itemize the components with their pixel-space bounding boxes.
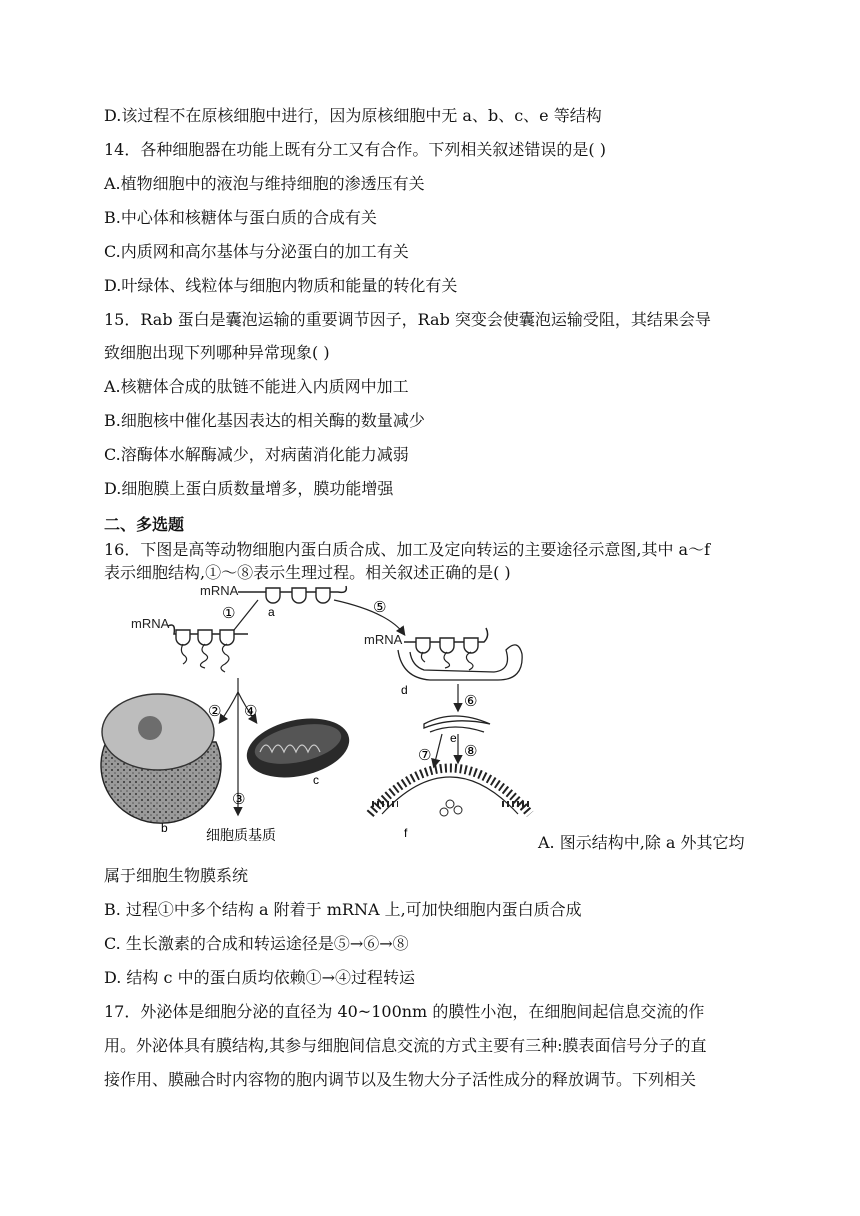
q16-option-d: D. 结构 c 中的蛋白质均依赖①→④过程转运 — [104, 968, 415, 987]
label-a: a — [268, 605, 275, 619]
q15-option-d: D.细胞膜上蛋白质数量增多，膜功能增强 — [104, 479, 394, 498]
membrane-f — [370, 768, 530, 816]
label-e: e — [450, 731, 457, 745]
q17-stem-line2: 用。外泌体具有膜结构,其参与细胞间信息交流的方式主要有三种:膜表面信号分子的直 — [104, 1036, 707, 1055]
q17-stem-line1: 17．外泌体是细胞分泌的直径为 40~100nm 的膜性小泡，在细胞间起信息交流的作 — [104, 1002, 705, 1021]
label-f: f — [404, 826, 408, 840]
ribosome-group-right — [416, 638, 478, 653]
arrow-process-7 — [434, 734, 442, 766]
label-d: d — [401, 683, 408, 697]
label-process-2: ② — [208, 703, 222, 720]
nucleus-b — [101, 694, 221, 823]
label-mrna-top: mRNA — [200, 583, 239, 598]
label-process-8: ⑧ — [464, 743, 478, 760]
arrow-process-2 — [220, 692, 238, 722]
section-heading: 二、多选题 — [104, 515, 185, 534]
ribosome-group-top — [266, 588, 330, 603]
q15-stem-line2: 致细胞出现下列哪种异常现象( ) — [104, 343, 330, 362]
q16-option-b: B. 过程①中多个结构 a 附着于 mRNA 上,可加快细胞内蛋白质合成 — [104, 900, 582, 919]
label-mrna-right: mRNA — [364, 632, 403, 647]
label-process-6: ⑥ — [464, 693, 478, 710]
peptide-chains-left — [181, 644, 229, 672]
label-process-3: ③ — [232, 791, 246, 808]
q14-option-d: D.叶绿体、线粒体与细胞内物质和能量的转化有关 — [104, 276, 458, 295]
arrow-process-5 — [334, 600, 404, 634]
peptide-chains-right — [421, 652, 473, 670]
label-process-4: ④ — [244, 703, 258, 720]
q15-option-b: B.细胞核中催化基因表达的相关酶的数量减少 — [104, 411, 425, 430]
q16-stem-line1: 16．下图是高等动物细胞内蛋白质合成、加工及定向转运的主要途径示意图,其中 a～f — [104, 540, 710, 559]
q14-option-c: C.内质网和高尔基体与分泌蛋白的加工有关 — [104, 242, 409, 261]
q14-option-b: B.中心体和核糖体与蛋白质的合成有关 — [104, 208, 377, 227]
protein-pathway-figure — [98, 582, 538, 852]
q14-stem: 14．各种细胞器在功能上既有分工又有合作。下列相关叙述错误的是( ) — [104, 140, 606, 159]
mitochondrion-c — [241, 710, 354, 786]
q17-stem-line3: 接作用、膜融合时内容物的胞内调节以及生物大分子活性成分的释放调节。下列相关 — [104, 1070, 697, 1089]
q16-stem-line2: 表示细胞结构,①～⑧表示生理过程。相关叙述正确的是( ) — [104, 563, 511, 582]
label-c: c — [313, 773, 319, 787]
label-process-5: ⑤ — [373, 599, 387, 616]
label-process-1: ① — [222, 605, 236, 622]
label-process-7: ⑦ — [418, 747, 432, 764]
q16-option-a-line1: A. 图示结构中,除 a 外其它均 — [538, 833, 745, 852]
ribosome-group-left — [176, 630, 234, 645]
q15-option-a: A.核糖体合成的肽链不能进入内质网中加工 — [104, 377, 409, 396]
vesicle-e — [424, 716, 490, 728]
label-b: b — [161, 821, 168, 835]
q13-option-d: D.该过程不在原核细胞中进行，因为原核细胞中无 a、b、c、e 等结构 — [104, 106, 602, 125]
q15-stem-line1: 15．Rab 蛋白是囊泡运输的重要调节因子，Rab 突变会使囊泡运输受阻，其结果会导 — [104, 310, 711, 329]
q16-option-c: C. 生长激素的合成和转运途径是⑤→⑥→⑧ — [104, 934, 409, 953]
q15-option-c: C.溶酶体水解酶减少，对病菌消化能力减弱 — [104, 445, 409, 464]
q14-option-a: A.植物细胞中的液泡与维持细胞的渗透压有关 — [104, 174, 425, 193]
label-cytosol: 细胞质基质 — [206, 827, 276, 843]
q16-option-a-line2: 属于细胞生物膜系统 — [104, 866, 249, 885]
label-mrna-left: mRNA — [131, 616, 170, 631]
